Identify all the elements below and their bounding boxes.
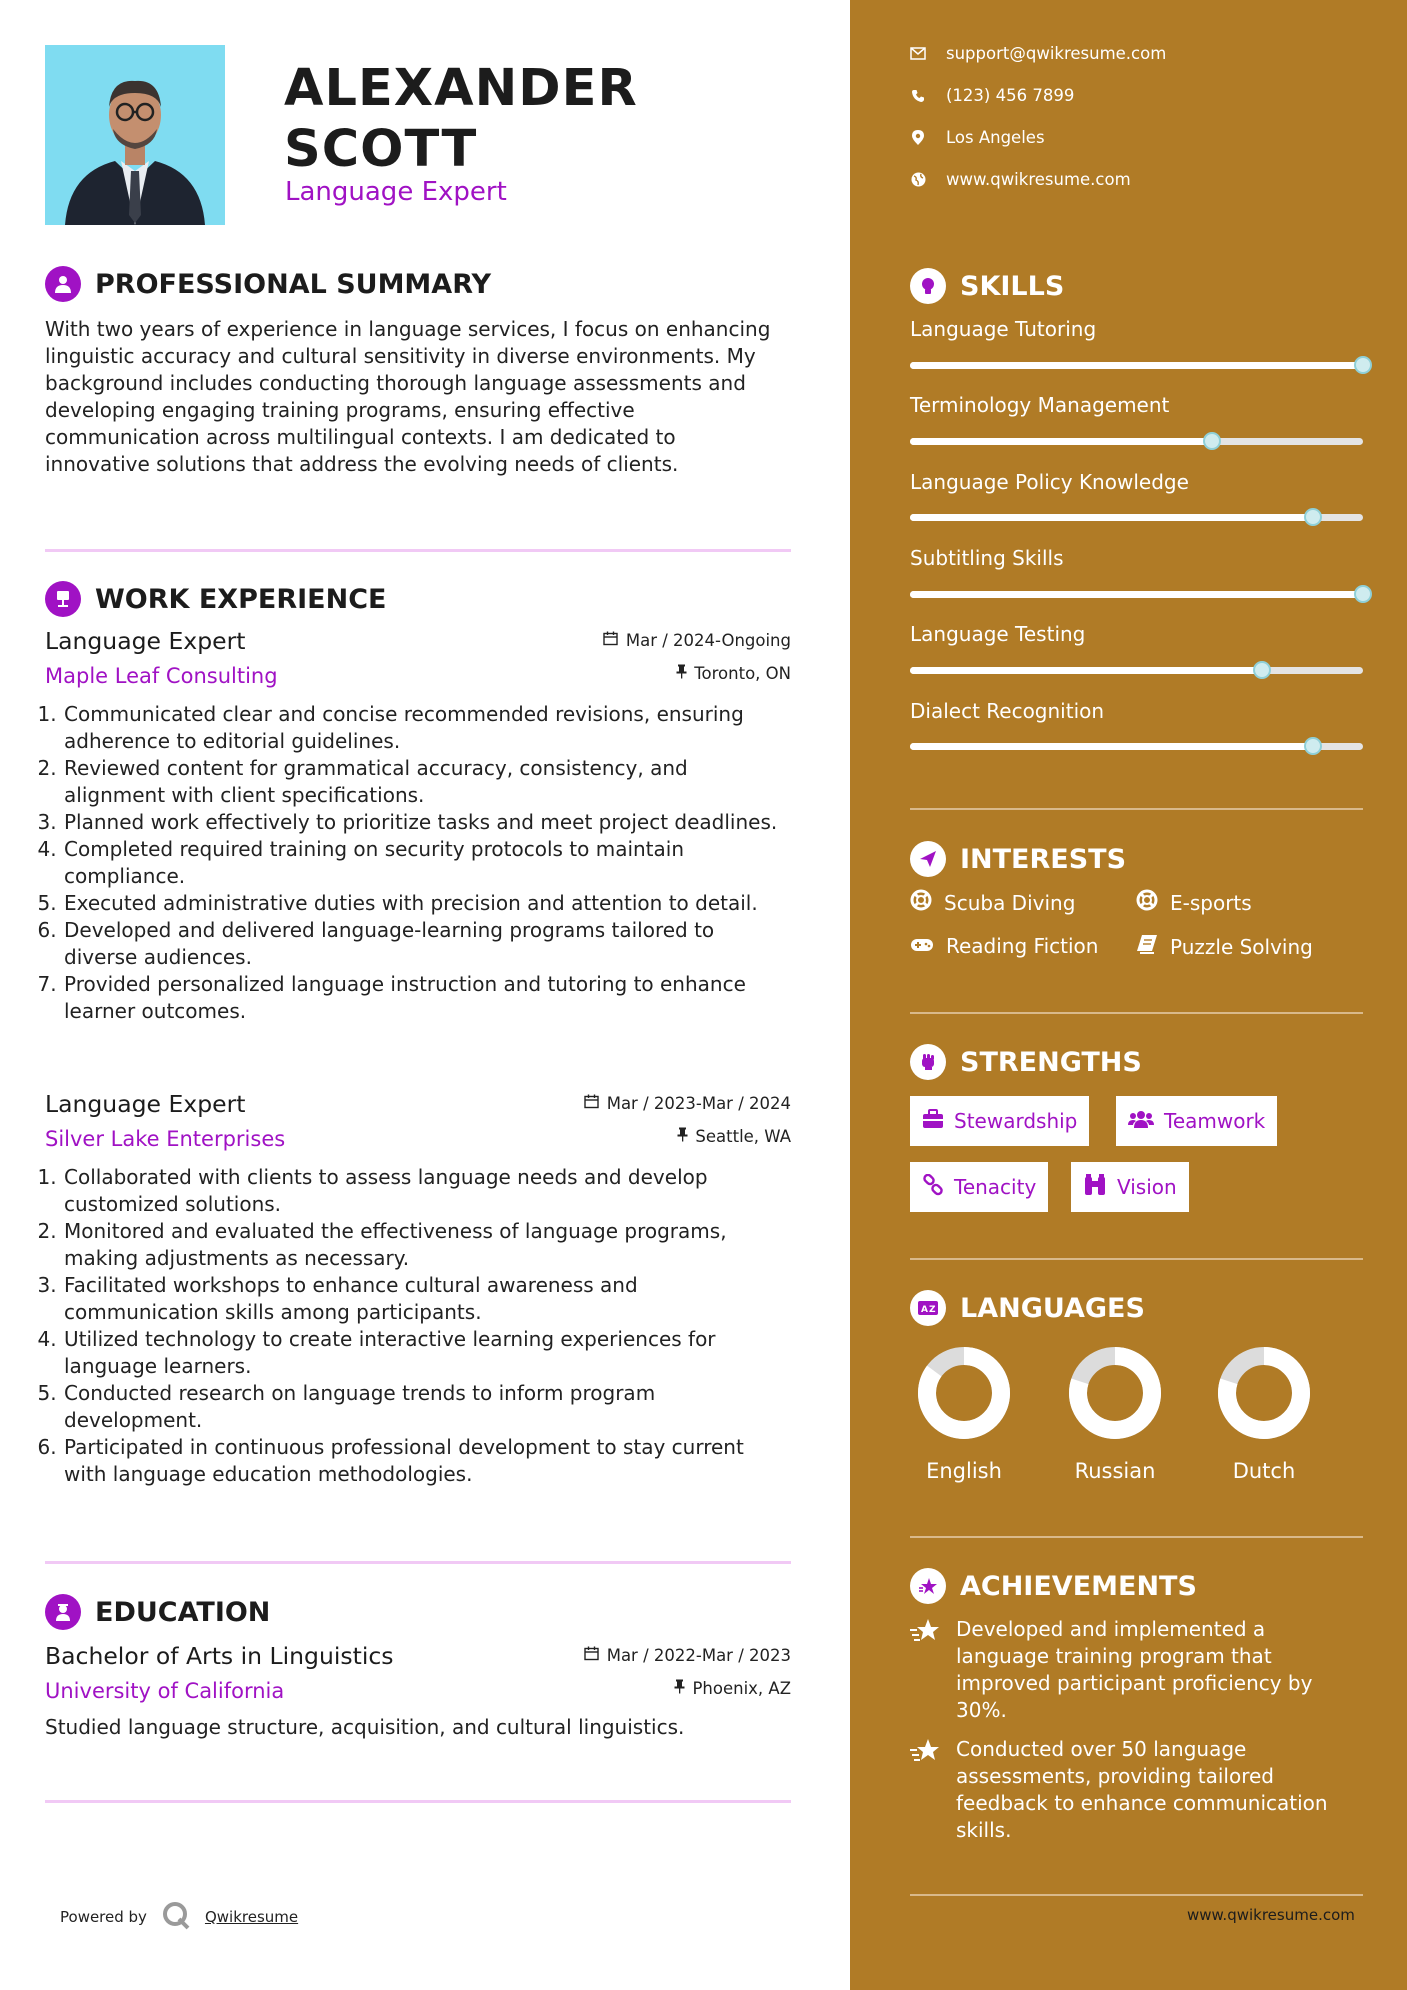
achievement-text: Developed and implemented a language training program that improved participant proficiency by 30%. xyxy=(956,1617,1313,1722)
language-name: Russian xyxy=(1074,1459,1156,1483)
skill-bar-knob xyxy=(1354,585,1372,603)
contact-phone xyxy=(910,86,1074,105)
qwikresume-link[interactable]: Qwikresume xyxy=(204,1908,299,1926)
interest-item xyxy=(910,934,1098,958)
duty-item: 6. Developed and delivered language-learning programs tailored to diverse audiences. xyxy=(63,917,791,971)
interest-label: Reading Fiction xyxy=(946,934,1099,958)
job-title: Language Expert xyxy=(45,627,246,655)
language-ring xyxy=(916,1345,1012,1441)
website-text[interactable]: www.qwikresume.com xyxy=(946,170,1131,189)
language-item xyxy=(904,1345,1024,1483)
skill-bar-fill xyxy=(910,362,1363,369)
summary-heading xyxy=(45,266,491,302)
duty-item: 1. Collaborated with clients to assess language needs and develop customized solutions. xyxy=(63,1164,791,1218)
summary-title: PROFESSIONAL SUMMARY xyxy=(95,268,492,300)
map-marker-icon xyxy=(910,130,926,146)
pin-icon xyxy=(676,664,687,683)
first-name: ALEXANDER xyxy=(284,59,638,118)
job-date xyxy=(584,1094,791,1113)
job-location-text: Toronto, ON xyxy=(694,664,791,683)
education-title: EDUCATION xyxy=(95,1596,271,1628)
school-name: University of California xyxy=(45,1679,285,1703)
contact-website xyxy=(910,170,1131,189)
skill-bar-knob xyxy=(1354,356,1372,374)
achievement-text: Conducted over 50 language assessments, providing tailored feedback to enhance communication skills. xyxy=(956,1737,1328,1842)
lightbulb-icon xyxy=(910,268,946,304)
strength-tag xyxy=(1071,1162,1189,1212)
envelope-icon xyxy=(910,46,926,62)
skill-label: Language Policy Knowledge xyxy=(910,470,1189,494)
calendar-icon xyxy=(584,1094,599,1113)
candidate-name xyxy=(284,58,638,180)
language-ring xyxy=(1067,1345,1163,1441)
strengths-title: STRENGTHS xyxy=(960,1046,1142,1078)
lifebuoy-icon xyxy=(1136,889,1158,916)
job-entry xyxy=(45,1090,791,1488)
calendar-icon xyxy=(603,631,618,650)
section-divider xyxy=(45,549,791,552)
sidebar-divider xyxy=(910,1258,1363,1260)
degree-title: Bachelor of Arts in Linguistics xyxy=(45,1642,394,1670)
education-date-text: Mar / 2022-Mar / 2023 xyxy=(606,1646,791,1665)
strength-tag xyxy=(910,1162,1048,1212)
interest-label: E-sports xyxy=(1170,890,1252,915)
skill-label: Language Tutoring xyxy=(910,317,1097,341)
phone-text: (123) 456 7899 xyxy=(946,86,1075,105)
section-divider xyxy=(45,1800,791,1803)
strength-tag xyxy=(1116,1096,1277,1146)
education-location-text: Phoenix, AZ xyxy=(692,1679,791,1698)
skill-label: Dialect Recognition xyxy=(910,699,1105,723)
job-date xyxy=(603,631,791,650)
skill-label: Subtitling Skills xyxy=(910,546,1064,570)
job-location xyxy=(677,1127,791,1146)
interest-label: Puzzle Solving xyxy=(1170,934,1313,959)
skill-bar-knob xyxy=(1253,661,1271,679)
location-text: Los Angeles xyxy=(946,128,1045,147)
skill-label: Terminology Management xyxy=(910,393,1170,417)
skill-bar xyxy=(910,743,1363,750)
education-description: Studied language structure, acquisition, and cultural linguistics. xyxy=(45,1715,685,1739)
sidebar-divider xyxy=(910,1536,1363,1538)
job-location-text: Seattle, WA xyxy=(695,1127,791,1146)
skill-bar-fill xyxy=(910,438,1212,445)
fist-icon xyxy=(910,1044,946,1080)
job-entry xyxy=(45,627,791,1025)
interest-item xyxy=(1136,934,1313,959)
sidebar-divider xyxy=(910,808,1363,810)
binoculars-icon xyxy=(1083,1174,1107,1201)
language-item xyxy=(1204,1345,1324,1483)
achievement-item xyxy=(910,1616,1360,1724)
calendar-icon xyxy=(584,1646,599,1665)
powered-by-label: Powered by xyxy=(60,1908,147,1926)
education-date xyxy=(584,1646,791,1665)
duty-item: 3. Facilitated workshops to enhance cultural awareness and communication skills among participants. xyxy=(63,1272,791,1326)
shooting-star-icon xyxy=(910,1616,942,1724)
job-title: Language Expert xyxy=(45,1090,246,1118)
achievements-heading xyxy=(910,1568,1197,1604)
strength-tag xyxy=(910,1096,1089,1146)
duty-list xyxy=(45,1164,791,1488)
skill-bar xyxy=(910,667,1363,674)
job-company: Silver Lake Enterprises xyxy=(45,1127,286,1151)
duty-item: 3. Planned work effectively to prioritize tasks and meet project deadlines. xyxy=(63,809,791,836)
job-company: Maple Leaf Consulting xyxy=(45,664,278,688)
svg-text:A: A xyxy=(921,1305,928,1315)
languages-heading xyxy=(910,1290,1145,1326)
interests-title: INTERESTS xyxy=(960,843,1127,875)
globe-icon xyxy=(910,172,926,188)
user-icon xyxy=(45,266,81,302)
contact-email xyxy=(910,44,1166,63)
achievements-title: ACHIEVEMENTS xyxy=(960,1570,1197,1602)
duty-item: 7. Provided personalized language instruction and tutoring to enhance learner outcomes. xyxy=(63,971,791,1025)
paper-plane-icon xyxy=(910,841,946,877)
strength-label: Teamwork xyxy=(1164,1109,1266,1133)
link-icon xyxy=(922,1174,944,1201)
language-name: English xyxy=(926,1459,1002,1483)
language-name: Dutch xyxy=(1232,1459,1296,1483)
book-icon xyxy=(1136,934,1158,959)
duty-item: 1. Communicated clear and concise recommended revisions, ensuring adherence to editorial guidelines. xyxy=(63,701,791,755)
interest-label: Scuba Diving xyxy=(944,890,1076,915)
work-title: WORK EXPERIENCE xyxy=(95,583,387,615)
pin-icon xyxy=(677,1127,688,1146)
candidate-role: Language Expert xyxy=(285,177,507,207)
gamepad-icon xyxy=(910,934,934,958)
skill-bar xyxy=(910,438,1363,445)
interest-item xyxy=(910,889,1075,916)
language-ring xyxy=(1216,1345,1312,1441)
duty-item: 4. Completed required training on security protocols to maintain compliance. xyxy=(63,836,791,890)
qwikresume-logo-icon xyxy=(161,1900,191,1934)
skill-bar-fill xyxy=(910,667,1262,674)
language-item xyxy=(1055,1345,1175,1483)
achievement-item xyxy=(910,1736,1360,1844)
duty-item: 6. Participated in continuous professional development to stay current with language education methodologies. xyxy=(63,1434,791,1488)
sidebar-divider xyxy=(910,1012,1363,1014)
languages-title: LANGUAGES xyxy=(960,1292,1145,1324)
pin-icon xyxy=(674,1679,685,1698)
job-location xyxy=(676,664,791,683)
star-icon xyxy=(910,1568,946,1604)
interest-item xyxy=(1136,889,1252,916)
duty-item: 5. Conducted research on language trends to inform program development. xyxy=(63,1380,791,1434)
shooting-star-icon xyxy=(910,1736,942,1844)
duty-item: 2. Monitored and evaluated the effectiveness of language programs, making adjustments as necessary. xyxy=(63,1218,791,1272)
skill-bar-knob xyxy=(1203,432,1221,450)
education-heading xyxy=(45,1594,270,1630)
profile-photo xyxy=(45,45,225,225)
summary-text: With two years of experience in language services, I focus on enhancing linguistic accuracy and cultural sensitivity in diverse environments. My background includes conducting thorough language assessments and developing engaging training programs, ensuring effective communication across multilingual contexts. I am dedicated to innovative solutions that address the evolving needs of clients. xyxy=(45,317,771,476)
skill-bar-knob xyxy=(1304,508,1322,526)
users-icon xyxy=(1128,1109,1154,1134)
graduate-icon xyxy=(45,1594,81,1630)
duty-item: 2. Reviewed content for grammatical accuracy, consistency, and alignment with client specifications. xyxy=(63,755,791,809)
email-text[interactable]: support@qwikresume.com xyxy=(946,44,1167,63)
duty-item: 4. Utilized technology to create interactive learning experiences for language learners. xyxy=(63,1326,791,1380)
last-name: SCOTT xyxy=(284,120,478,179)
briefcase-icon xyxy=(922,1109,944,1134)
duty-list xyxy=(45,701,791,1025)
contact-location xyxy=(910,128,1045,147)
skill-bar-fill xyxy=(910,514,1313,521)
skill-bar-fill xyxy=(910,743,1313,750)
phone-icon xyxy=(910,88,926,104)
strengths-heading xyxy=(910,1044,1142,1080)
podium-icon xyxy=(45,581,81,617)
skills-title: SKILLS xyxy=(960,270,1065,302)
interests-heading xyxy=(910,841,1126,877)
work-heading xyxy=(45,581,386,617)
skill-bar-fill xyxy=(910,591,1363,598)
powered-by xyxy=(60,1900,298,1934)
skill-bar xyxy=(910,514,1363,521)
skill-bar xyxy=(910,591,1363,598)
strength-label: Stewardship xyxy=(954,1109,1078,1133)
footer-website[interactable]: www.qwikresume.com xyxy=(1187,1906,1355,1924)
education-entry xyxy=(45,1642,791,1716)
svg-text:Z: Z xyxy=(929,1305,936,1315)
skill-bar xyxy=(910,362,1363,369)
sidebar-divider xyxy=(910,1894,1363,1896)
education-location xyxy=(674,1679,791,1698)
job-date-text: Mar / 2024-Ongoing xyxy=(625,631,791,650)
lifebuoy-icon xyxy=(910,889,932,916)
skill-bar-knob xyxy=(1304,737,1322,755)
job-date-text: Mar / 2023-Mar / 2024 xyxy=(606,1094,791,1113)
skills-heading xyxy=(910,268,1064,304)
duty-item: 5. Executed administrative duties with precision and attention to detail. xyxy=(63,890,791,917)
skill-label: Language Testing xyxy=(910,622,1086,646)
translate-icon xyxy=(910,1290,946,1326)
section-divider xyxy=(45,1561,791,1564)
strength-label: Vision xyxy=(1117,1175,1177,1199)
strength-label: Tenacity xyxy=(954,1175,1037,1199)
